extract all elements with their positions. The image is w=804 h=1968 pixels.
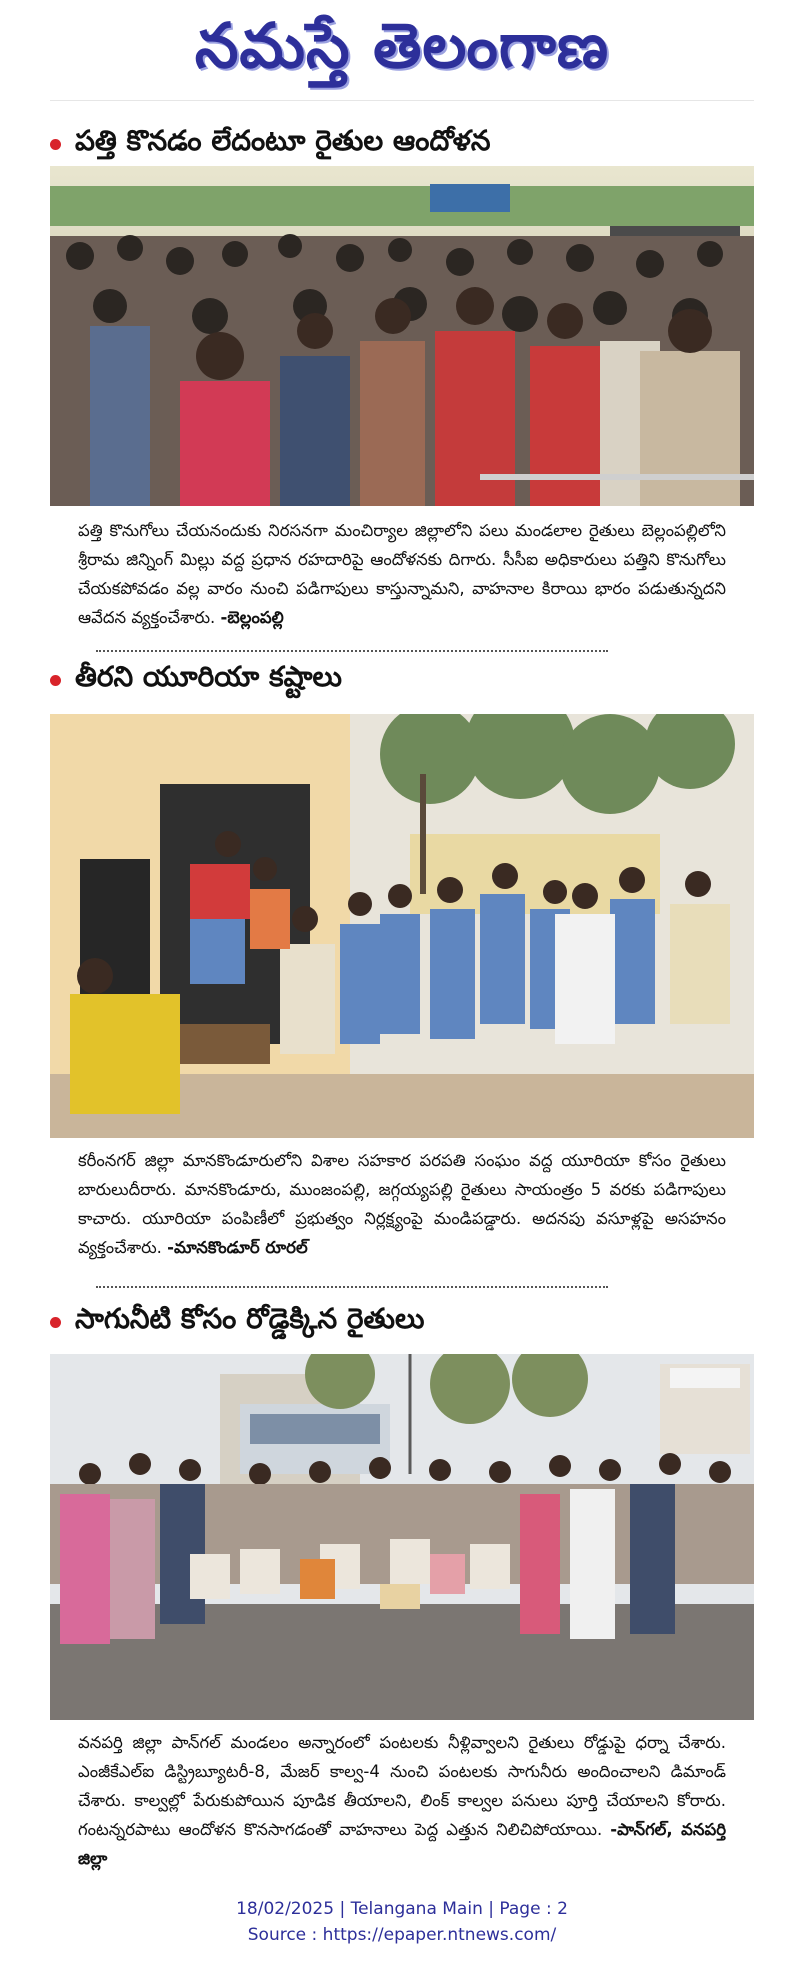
article-caption — [78, 1146, 726, 1262]
caption-credit: -పాన్‌గల్, వనపర్తి జిల్లా — [78, 1820, 726, 1868]
article-irrigation-protest — [50, 1302, 754, 1892]
issue-info: 18/02/2025 | Telangana Main | Page : 2 — [236, 1899, 568, 1919]
article-headline: పత్తి కొనడం లేదంటూ రైతుల ఆందోళన — [75, 124, 491, 157]
article-headline-row — [50, 660, 342, 700]
article-cotton-protest — [50, 124, 754, 644]
page-divider — [50, 100, 754, 101]
article-urea-queue — [50, 660, 754, 1280]
caption-text: పత్తి కొనుగోలు చేయనందుకు నిరసనగా మంచిర్యాల జిల్లాలోని పలు మండలాల రైతులు బెల్లంపల్లిలోని శ్రీరామ జిన్నింగ్ మిల్లు వద్ద ప్రధాన రహదారిపై ఆందోళనకు దిగారు. సీసీఐ అధికారులు పత్తిని కొనుగోలు చేయకపోవడం వల్ల వారం నుంచి పడిగాపులు కాస్తున్నామని, వాహనాల కిరాయి భారం పడుతున్నదని ఆవేదన వ్యక్తంచేశారు. — [78, 521, 726, 627]
photo-urea-queue — [50, 714, 754, 1138]
article-headline: సాగునీటి కోసం రోడ్డెక్కిన రైతులు — [75, 1302, 425, 1335]
bullet-icon — [50, 139, 61, 150]
section-divider — [96, 650, 608, 652]
article-caption — [78, 1728, 726, 1873]
article-caption — [78, 516, 726, 632]
article-headline-row — [50, 1302, 424, 1342]
source-link[interactable]: Source : https://epaper.ntnews.com/ — [247, 1925, 557, 1945]
page-footer — [0, 1896, 804, 1948]
article-headline: తీరని యూరియా కష్టాలు — [75, 660, 342, 693]
article-headline-row — [50, 124, 490, 164]
bullet-icon — [50, 1317, 61, 1328]
caption-credit: -బెల్లంపల్లి — [220, 608, 284, 627]
masthead — [0, 0, 804, 96]
photo-farmers-protest-road — [50, 166, 754, 506]
newspaper-logo: నమస్తే తెలంగాణ — [194, 9, 610, 82]
photo-road-dharna — [50, 1354, 754, 1720]
caption-text: వనపర్తి జిల్లా పాన్‌గల్ మండలం అన్నారంలో పంటలకు నీళ్లివ్వాలని రైతులు రోడ్డుపై ధర్నా చేశారు. ఎంజీకేఎల్ఐ డిస్ట్రిబ్యూటరీ-8, మేజర్ కాల్వ-4 నుంచి పంటలకు సాగునీరు అందించాలని డిమాండ్ చేశారు. కాల్వల్లో పేరుకుపోయిన పూడిక తీయాలని, లింక్ కాల్వల పనులు పూర్తి చేయాలని కోరారు. గంటన్నరపాటు ఆందోళన కొనసాగడంతో వాహనాలు పెద్ద ఎత్తున నిలిచిపోయాయి. — [78, 1733, 726, 1839]
section-divider — [96, 1286, 608, 1288]
caption-text: కరీంనగర్ జిల్లా మానకొండూరులోని విశాల సహకార పరపతి సంఘం వద్ద యూరియా కోసం రైతులు బారులుదీరారు. మానకొండూరు, ముంజంపల్లి, జగ్గయ్యపల్లి రైతులు సాయంత్రం 5 వరకు పడిగాపులు కాచారు. యూరియా పంపిణీలో ప్రభుత్వం నిర్లక్ష్యంపై మండిపడ్డారు. అదనపు వసూళ్లపై అసహనం వ్యక్తంచేశారు. — [78, 1151, 726, 1257]
caption-credit: -మానకొండూర్ రూరల్ — [167, 1238, 308, 1257]
bullet-icon — [50, 675, 61, 686]
